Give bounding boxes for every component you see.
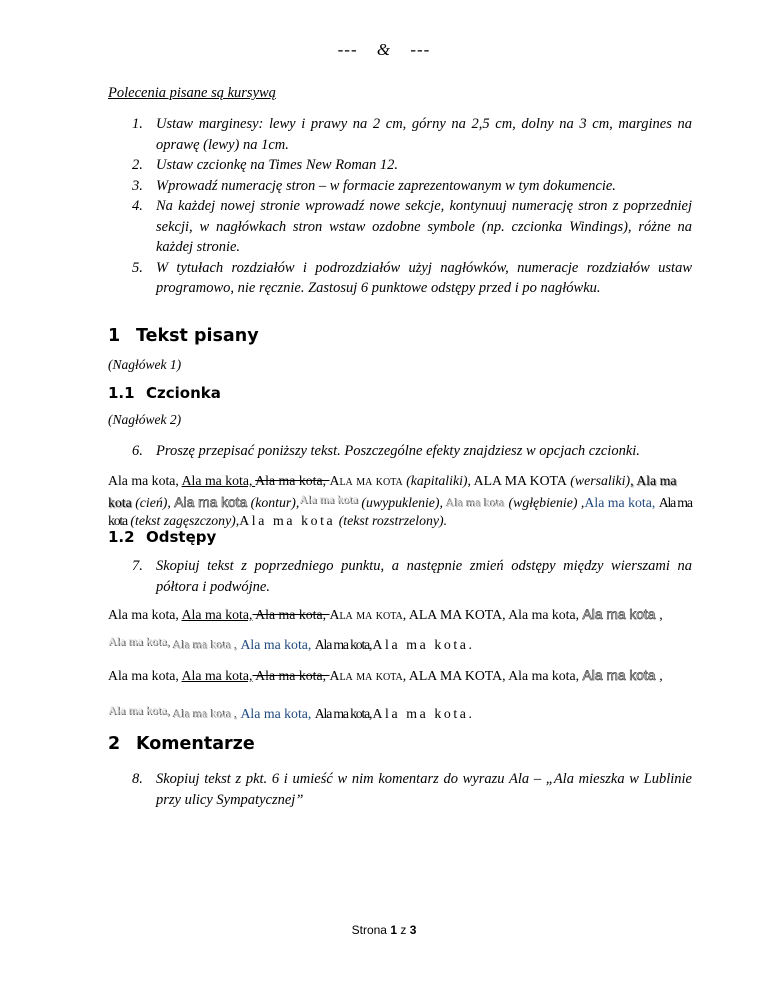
heading-1-tekst-pisany: 1 Tekst pisany (108, 326, 259, 346)
task-8: 8. Skopiuj tekst z pkt. 6 i umieść w nim komentarz do wyrazu Ala – „Ala mieszka w Lublinie przy ulicy Sympatycznej” (132, 771, 692, 808)
heading-2-caption: (Nagłówek 2) (108, 412, 182, 427)
header-dashes-right: --- (410, 40, 431, 59)
heading-2-odstepy: 1.2 Odstępy (108, 528, 217, 546)
ampersand-symbol: & (376, 40, 392, 59)
font-effects-paragraph: Ala ma kota, Ala ma kota, Ala ma kota, Ala ma kota (kapitaliki), ALA MA KOTA (wersaliki), Ala ma kota (cień), Ala ma kota (kontur),Ala ma kota (uwypuklenie), Ala ma kota (wgłębienie) ,Ala ma kota, Ala ma kota (tekst zagęszczony),Ala ma kota (tekst rozstrzelony). (108, 473, 692, 528)
task-item: 3. Wprowadź numerację stron – w formacie zaprezentowanym w tym dokumencie. (132, 177, 616, 194)
spacing-paragraph-1-5: Ala ma kota, Ala ma kota, Ala ma kota, Ala ma kota, ALA MA KOTA, Ala ma kota, Ala ma kota , Ala ma kota, Ala ma kota , Ala ma kota, Ala ma kota,Ala ma kota. (108, 607, 663, 652)
task-7: 7. Skopiuj tekst z poprzedniego punktu, a następnie zmień odstępy między wierszami na półtora i podwójne. (132, 558, 692, 595)
italic-note: Polecenia pisane są kursywą (108, 85, 276, 101)
heading-1-komentarze: 2 Komentarze (108, 734, 255, 754)
page-footer: Strona 1 z 3 (351, 923, 417, 937)
heading-2-czcionka: 1.1 Czcionka (108, 384, 221, 402)
task-item: 1. Ustaw marginesy: lewy i prawy na 2 cm, górny na 2,5 cm, dolny na 3 cm, margines na oprawę (lewy) na 1cm. (132, 116, 692, 153)
header-dashes-left: --- (337, 40, 358, 59)
page-header (0, 40, 768, 60)
heading-1-caption: (Nagłówek 1) (108, 357, 182, 372)
task-item: 2. Ustaw czcionkę na Times New Roman 12. (132, 157, 399, 173)
task-6: 6. Proszę przepisać poniższy tekst. Poszczególne efekty znajdziesz w opcjach czcionki. (132, 443, 640, 459)
total-pages-number: 3 (409, 923, 417, 937)
task-list (108, 114, 692, 299)
task-item: 4. Na każdej nowej stronie wprowadź nowe sekcje, kontynuuj numerację stron z poprzedniej sekcji, w nagłówkach stron wstaw ozdobne symbole (np. czcionka Windings), różne na każdej stronie. (132, 198, 692, 255)
spacing-paragraph-double: Ala ma kota, Ala ma kota, Ala ma kota, Ala ma kota, ALA MA KOTA, Ala ma kota, Ala ma kota , Ala ma kota, Ala ma kota , Ala ma kota, Ala ma kota,Ala ma kota. (108, 668, 663, 721)
task-item: 5. W tytułach rozdziałów i podrozdziałów użyj nagłówków, numeracje rozdziałów ustaw programowo, nie ręcznie. Zastosuj 6 punktowe odstępy przed i po nagłówku. (132, 259, 692, 296)
current-page-number: 1 (390, 923, 398, 937)
